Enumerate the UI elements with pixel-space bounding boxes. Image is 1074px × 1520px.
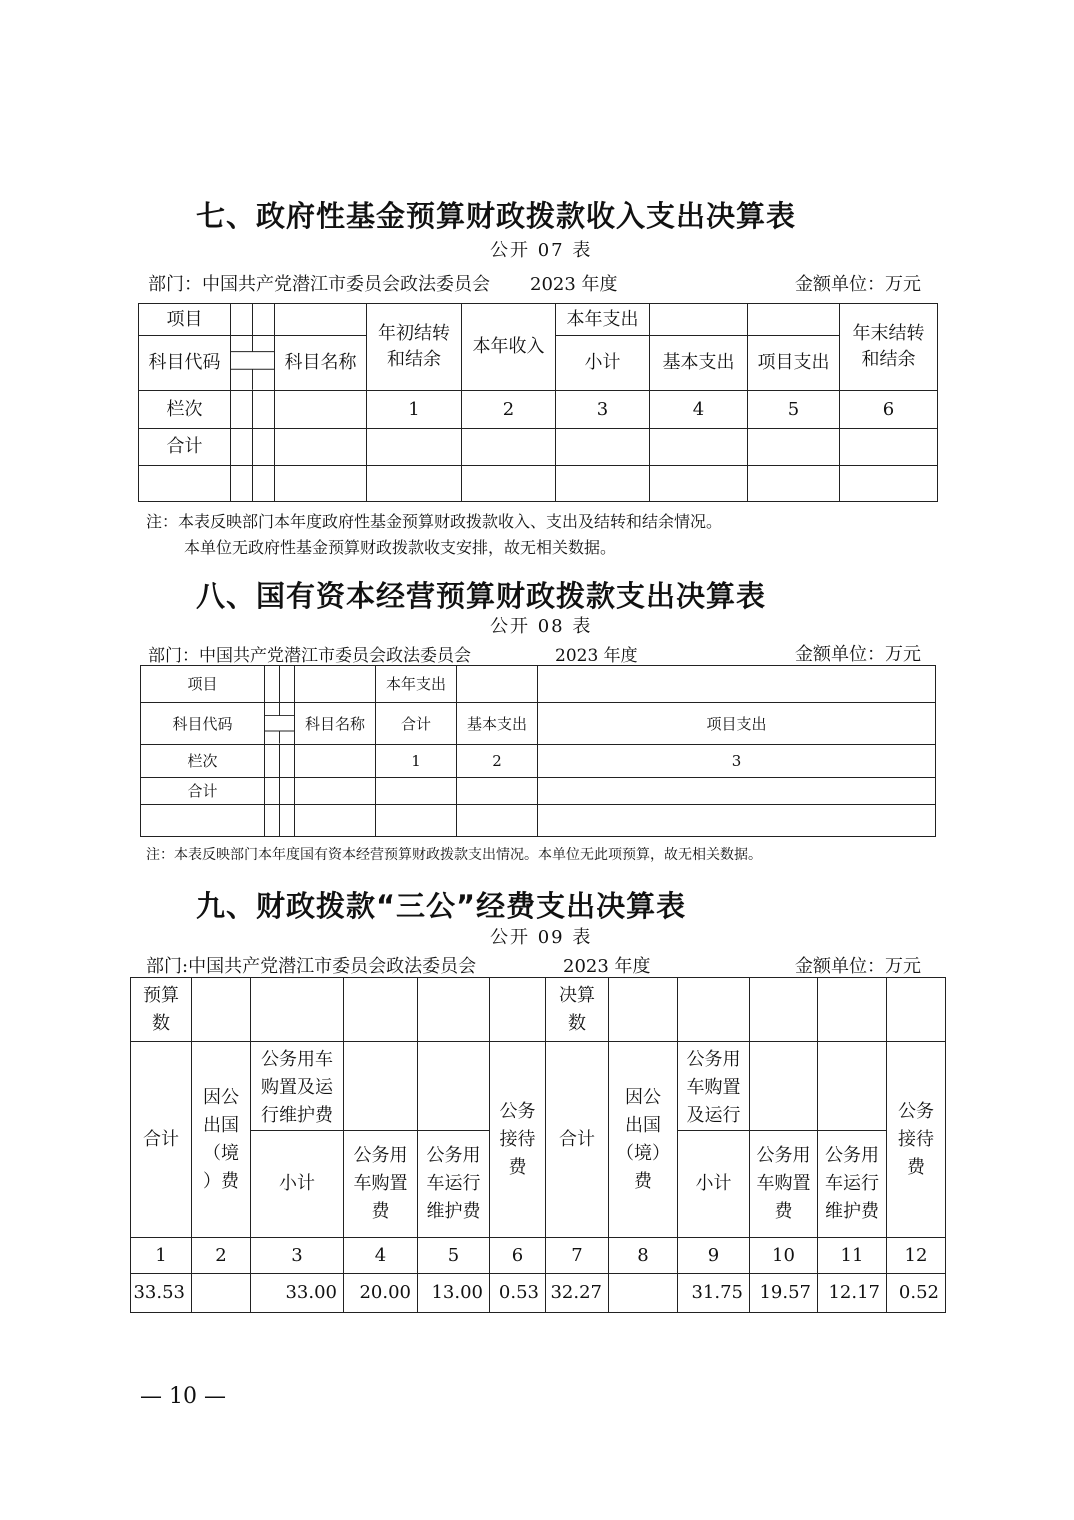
section8-note: 注：本表反映部门本年度国有资本经营预算财政拨款支出情况。本单位无此项预算，故无相关数据。 [146,847,762,863]
section8-dept: 部门：中国共产党潜江市委员会政法委员会 [148,646,471,666]
header-cell: 预算 数 [131,978,192,1042]
col-number: 1 [376,745,457,778]
value-cell: 0.52 [887,1274,946,1313]
col-number: 3 [556,391,650,429]
header-cell: 年末结转 和结余 [840,304,938,391]
col-number: 12 [887,1238,946,1274]
section8-year: 2023 年度 [555,646,638,666]
col-number: 4 [650,391,748,429]
col-number: 6 [840,391,938,429]
col-number: 2 [457,745,538,778]
col-number: 2 [192,1238,251,1274]
header-cell: 合计 [546,1042,609,1238]
table-07 [138,303,938,502]
col-number: 10 [750,1238,818,1274]
section7-note2: 本单位无政府性基金预算财政拨款收支安排，故无相关数据。 [184,538,617,557]
col-number: 8 [609,1238,678,1274]
header-cell: 公务用 车购置 及运行 [678,1042,750,1131]
value-cell [609,1274,678,1313]
row-label: 合计 [141,778,265,805]
section7-note: 注：本表反映部门本年度政府性基金预算财政拨款收入、支出及结转和结余情况。 [146,512,723,531]
header-cell: 本年收入 [462,304,556,391]
header-cell: 合计 [376,703,457,745]
header-cell: 公务 接待 费 [887,1042,946,1238]
section8-subtitle: 公开 08 表 [490,616,593,637]
section7-title: 七、政府性基金预算财政拨款收入支出决算表 [196,199,797,233]
header-cell: 因公 出国 （境） 费 [609,1042,678,1238]
col-number: 9 [678,1238,750,1274]
header-cell: 小计 [678,1131,750,1238]
header-cell: 公务 接待 费 [490,1042,546,1238]
value-cell: 33.00 [251,1274,344,1313]
header-cell: 年初结转 和结余 [367,304,462,391]
section9-subtitle: 公开 09 表 [490,927,593,948]
section9-year: 2023 年度 [563,956,651,977]
header-cell: 项目 [141,666,265,703]
header-cell: 决算 数 [546,978,609,1042]
header-cell: 科目代码 [139,336,231,391]
table-09 [130,977,946,1313]
row-label: 栏次 [141,745,265,778]
header-cell: 本年支出 [556,304,650,336]
header-cell: 科目名称 [275,336,367,391]
table-08 [140,665,936,837]
col-number: 4 [344,1238,418,1274]
value-cell: 33.53 [131,1274,192,1313]
header-cell: 科目代码 [141,703,265,745]
section8-unit: 金额单位：万元 [795,644,921,665]
value-cell: 31.75 [678,1274,750,1313]
section7-unit: 金额单位：万元 [795,274,921,295]
header-cell: 合计 [131,1042,192,1238]
header-cell: 基本支出 [457,703,538,745]
value-cell: 13.00 [418,1274,490,1313]
code-subcell-lines [265,703,294,744]
col-number: 6 [490,1238,546,1274]
header-cell: 公务用车 购置及运 行维护费 [251,1042,344,1131]
value-cell: 12.17 [818,1274,887,1313]
value-cell: 32.27 [546,1274,609,1313]
col-number: 5 [418,1238,490,1274]
section8-title: 八、国有资本经营预算财政拨款支出决算表 [196,579,767,613]
header-cell: 项目支出 [538,703,936,745]
col-number: 1 [131,1238,192,1274]
col-number: 5 [748,391,840,429]
col-number: 3 [251,1238,344,1274]
section9-title: 九、财政拨款“三公”经费支出决算表 [196,889,687,923]
header-cell: 基本支出 [650,336,748,391]
header-cell: 项目支出 [748,336,840,391]
value-cell: 0.53 [490,1274,546,1313]
header-cell: 项目 [139,304,231,336]
value-cell: 20.00 [344,1274,418,1313]
col-number: 11 [818,1238,887,1274]
page-number: — 10 — [140,1384,226,1409]
section7-subtitle: 公开 07 表 [490,240,593,261]
header-cell: 公务用 车购置 费 [750,1131,818,1238]
col-number: 3 [538,745,936,778]
col-number: 1 [367,391,462,429]
header-cell: 因公 出国 （境 ）费 [192,1042,251,1238]
value-cell [192,1274,251,1313]
header-cell: 公务用 车运行 维护费 [418,1131,490,1238]
header-cell: 小计 [251,1131,344,1238]
col-number: 7 [546,1238,609,1274]
col-number: 2 [462,391,556,429]
section9-unit: 金额单位：万元 [795,956,921,977]
header-cell: 公务用 车运行 维护费 [818,1131,887,1238]
header-cell: 科目名称 [295,703,376,745]
row-label: 栏次 [139,391,231,429]
value-cell: 19.57 [750,1274,818,1313]
header-cell: 小计 [556,336,650,391]
header-cell: 本年支出 [376,666,457,703]
code-subcell-lines [231,336,274,390]
section9-dept: 部门:中国共产党潜江市委员会政法委员会 [146,956,477,977]
header-cell: 公务用 车购置 费 [344,1131,418,1238]
row-label: 合计 [139,429,231,466]
section7-dept: 部门：中国共产党潜江市委员会政法委员会 [148,274,490,295]
section7-year: 2023 年度 [530,274,618,295]
